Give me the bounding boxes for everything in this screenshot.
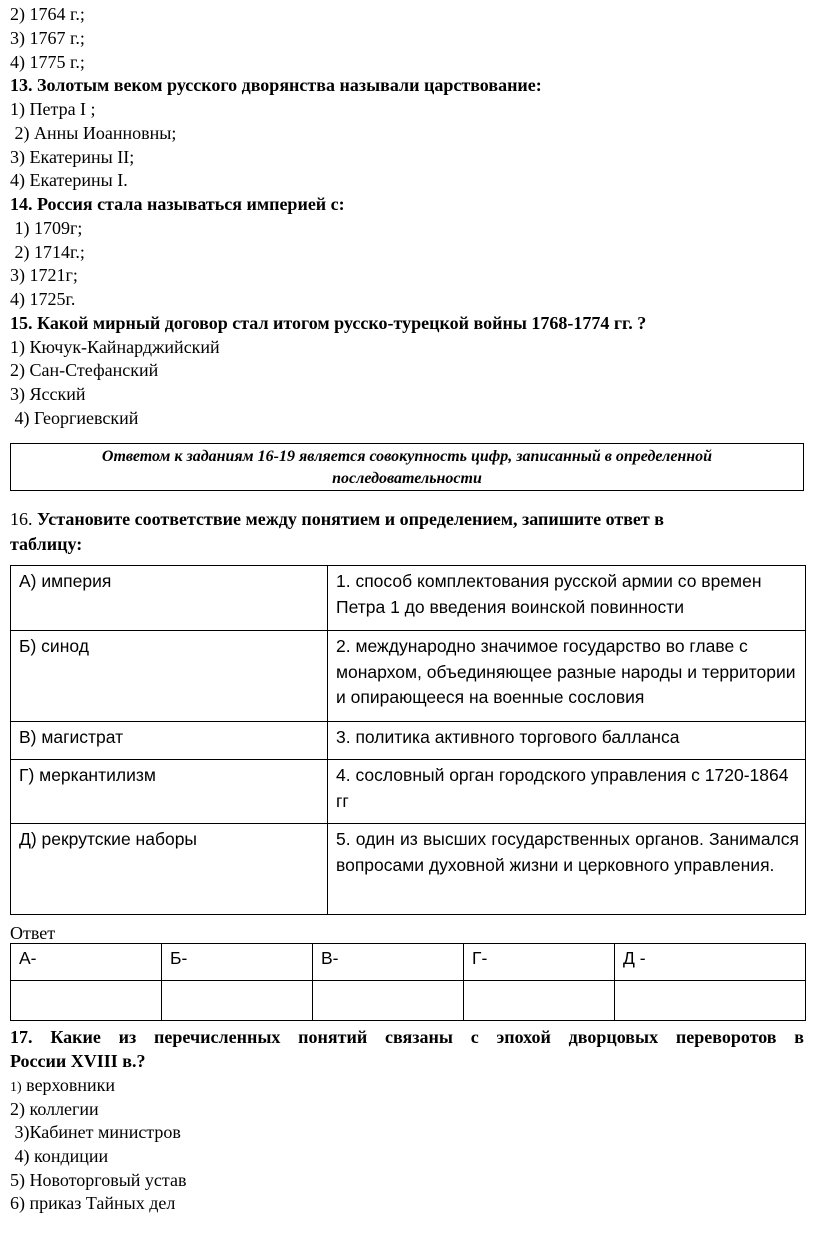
table-row [11,566,806,631]
question-16 [10,508,664,531]
question-number: 13. [10,75,33,95]
term-cell: В) магистрат [11,722,328,760]
answer-value-cell[interactable] [11,981,162,1021]
option-line: 2) Сан-Стефанский [10,360,159,380]
answer-header-cell: В- [313,944,464,981]
term-cell: Д) рекрутские наборы [11,824,328,915]
answer-header-cell: Г- [464,944,615,981]
answer-value-cell[interactable] [615,981,806,1021]
option-line [10,1074,115,1099]
answer-label: Ответ [10,923,56,943]
table-row [11,981,806,1021]
answer-header-cell: А- [11,944,162,981]
answer-value-cell[interactable] [162,981,313,1021]
question-text: Россия стала называться империей с: [37,194,345,214]
answer-table [10,943,806,1021]
option-line: 3) 1721г; [10,265,78,285]
definition-cell: 5. один из высших государственных органов. Занимался вопросами духовной жизни и церковного управления. [328,824,806,915]
option-line: 4) 1775 г.; [10,52,85,72]
option-line: 3) Ясский [10,384,86,404]
term-cell: Г) меркантилизм [11,760,328,824]
question-number: 17. [10,1027,33,1047]
definition-cell: 1. способ комплектования русской армии со времен Петра 1 до введения воинской повинности [328,566,806,631]
option-line: 3) 1767 г.; [10,28,85,48]
question-number: 16. [10,509,33,529]
instruction-line: Ответом к заданиям 16-19 является совокупность цифр, записанный в определенной [101,448,713,465]
question-text: Золотым веком русского дворянства называли царствование: [37,75,542,95]
table-row [11,760,806,824]
option-line: 4) кондиции [10,1146,109,1166]
question-14 [10,193,345,216]
question-text: Какой мирный договор стал итогом русско-турецкой войны 1768-1774 гг. ? [37,313,647,333]
question-13 [10,74,542,97]
option-text: верховники [21,1075,116,1095]
term-cell: Б) синод [11,631,328,722]
table-row [11,944,806,981]
question-17 [10,1026,804,1049]
answer-value-cell[interactable] [313,981,464,1021]
answer-header-cell: Б- [162,944,313,981]
definition-cell: 3. политика активного торгового балланса [328,722,806,760]
question-number: 15. [10,313,33,333]
question-text: таблицу: [10,534,83,554]
option-line: 4) Георгиевский [10,408,139,428]
option-line: 2) 1714г.; [10,242,85,262]
instruction-box [10,443,804,491]
question-text: Какие из перечисленных понятий связаны с эпохой дворцовых переворотов в [50,1027,805,1047]
option-number: 1) [10,1080,22,1095]
answer-value-cell[interactable] [464,981,615,1021]
option-line: 1) Петра I ; [10,99,96,119]
question-15 [10,312,646,335]
option-line: 4) 1725г. [10,289,76,309]
option-line: 3) Екатерины II; [10,147,135,167]
table-row [11,722,806,760]
option-line: 4) Екатерины I. [10,170,128,190]
question-number: 14. [10,194,33,214]
matching-table [10,565,806,915]
table-row [11,824,806,915]
option-line: 1) Кючук-Кайнарджийский [10,337,220,357]
option-line: 2) Анны Иоанновны; [10,123,177,143]
instruction-line: последовательности [332,470,482,487]
question-text: России XVIII в.? [10,1051,146,1071]
option-line: 2) 1764 г.; [10,4,85,24]
option-line: 5) Новоторговый устав [10,1170,187,1190]
question-text: Установите соответствие между понятием и определением, запишите ответ в [37,509,664,529]
option-line: 2) коллегии [10,1099,99,1119]
definition-cell: 2. международно значимое государство во главе с монархом, объединяющее разные народы и территории и опирающееся на военные сословия [328,631,806,722]
definition-cell: 4. сословный орган городского управления с 1720-1864 гг [328,760,806,824]
option-line: 1) 1709г; [10,218,83,238]
option-line: 6) приказ Тайных дел [10,1193,176,1213]
option-line: 3)Кабинет министров [10,1122,181,1142]
answer-header-cell: Д - [615,944,806,981]
table-row [11,631,806,722]
term-cell: А) империя [11,566,328,631]
